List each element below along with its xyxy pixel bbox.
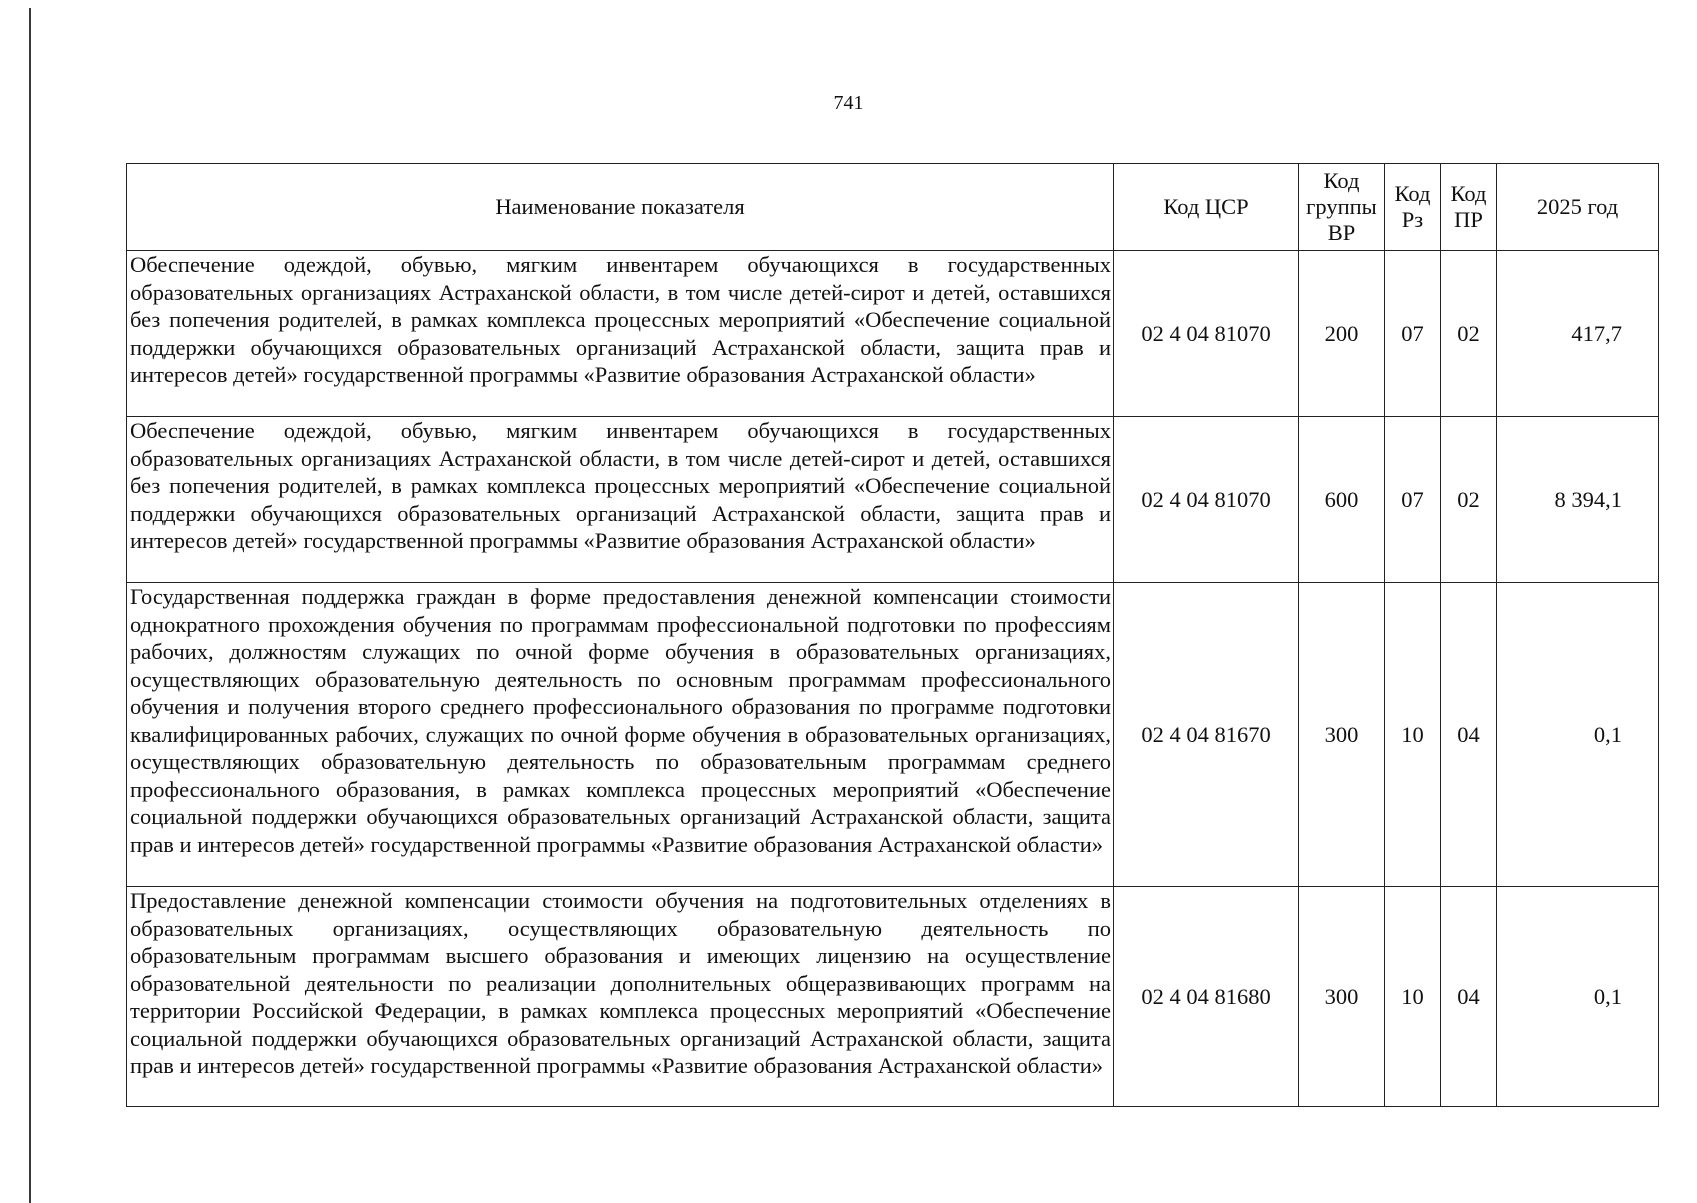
row-pr-code: 02 (1441, 251, 1497, 417)
row-rz-code: 07 (1385, 417, 1441, 583)
table-row (127, 251, 1659, 417)
row-name: Предоставление денежной компенсации стоимости обучения на подготовительных отделениях в образовательных организациях, осуществляющих образовательную деятельность по образовательным программам высшего образования и имеющих лицензию на осуществление образовательной деятельности по реализации дополнительных общеразвивающих программ на территории Российской Федерации, в рамках комплекса процессных мероприятий «Обеспечение социальной поддержки обучающихся образовательных организаций Астраханской области, защита прав и интересов детей» государственной программы «Развитие образования Астраханской области» (127, 887, 1114, 1107)
row-rz-code: 10 (1385, 887, 1441, 1107)
page-margin-rule (29, 8, 31, 1203)
header-year: 2025 год (1497, 164, 1659, 251)
row-amount: 0,1 (1497, 887, 1659, 1107)
header-pr: Код ПР (1441, 164, 1497, 251)
table-row (127, 417, 1659, 583)
header-name: Наименование показателя (127, 164, 1114, 251)
row-amount: 0,1 (1497, 583, 1659, 887)
row-name: Обеспечение одеждой, обувью, мягким инвентарем обучающихся в государственных образовательных организациях Астраханской области, в том числе детей-сирот и детей, оставшихся без попечения родителей, в рамках комплекса процессных мероприятий «Обеспечение социальной поддержки обучающихся образовательных организаций Астраханской области, защита прав и интересов детей» государственной программы «Развитие образования Астраханской области» (127, 251, 1114, 417)
row-name: Обеспечение одеждой, обувью, мягким инвентарем обучающихся в государственных образовательных организациях Астраханской области, в том числе детей-сирот и детей, оставшихся без попечения родителей, в рамках комплекса процессных мероприятий «Обеспечение социальной поддержки обучающихся образовательных организаций Астраханской области, защита прав и интересов детей» государственной программы «Развитие образования Астраханской области» (127, 417, 1114, 583)
row-csr-code: 02 4 04 81070 (1114, 417, 1299, 583)
row-csr-code: 02 4 04 81670 (1114, 583, 1299, 887)
row-rz-code: 10 (1385, 583, 1441, 887)
row-amount: 8 394,1 (1497, 417, 1659, 583)
row-pr-code: 04 (1441, 583, 1497, 887)
table-header-row (127, 164, 1659, 251)
table-row (127, 887, 1659, 1107)
table-row (127, 583, 1659, 887)
row-vr-code: 600 (1299, 417, 1385, 583)
row-amount: 417,7 (1497, 251, 1659, 417)
header-vr: Код группы ВР (1299, 164, 1385, 251)
header-rz: Код Рз (1385, 164, 1441, 251)
row-pr-code: 02 (1441, 417, 1497, 583)
row-name: Государственная поддержка граждан в форме предоставления денежной компенсации стоимости однократного прохождения обучения по программам профессиональной подготовки по профессиям рабочих, должностям служащих по очной форме обучения в образовательных организациях, осуществляющих образовательную деятельность по основным программам профессионального обучения и получения второго среднего профессионального образования по программе подготовки квалифицированных рабочих, служащих по очной форме обучения в образовательных организациях, осуществляющих образовательную деятельность по образовательным программам среднего профессионального образования, в рамках комплекса процессных мероприятий «Обеспечение социальной поддержки обучающихся образовательных организаций Астраханской области, защита прав и интересов детей» государственной программы «Развитие образования Астраханской области» (127, 583, 1114, 887)
header-csr: Код ЦСР (1114, 164, 1299, 251)
row-vr-code: 200 (1299, 251, 1385, 417)
row-vr-code: 300 (1299, 583, 1385, 887)
page-number: 741 (833, 92, 864, 114)
budget-table (126, 163, 1659, 1107)
row-vr-code: 300 (1299, 887, 1385, 1107)
row-pr-code: 04 (1441, 887, 1497, 1107)
row-csr-code: 02 4 04 81680 (1114, 887, 1299, 1107)
row-csr-code: 02 4 04 81070 (1114, 251, 1299, 417)
row-rz-code: 07 (1385, 251, 1441, 417)
